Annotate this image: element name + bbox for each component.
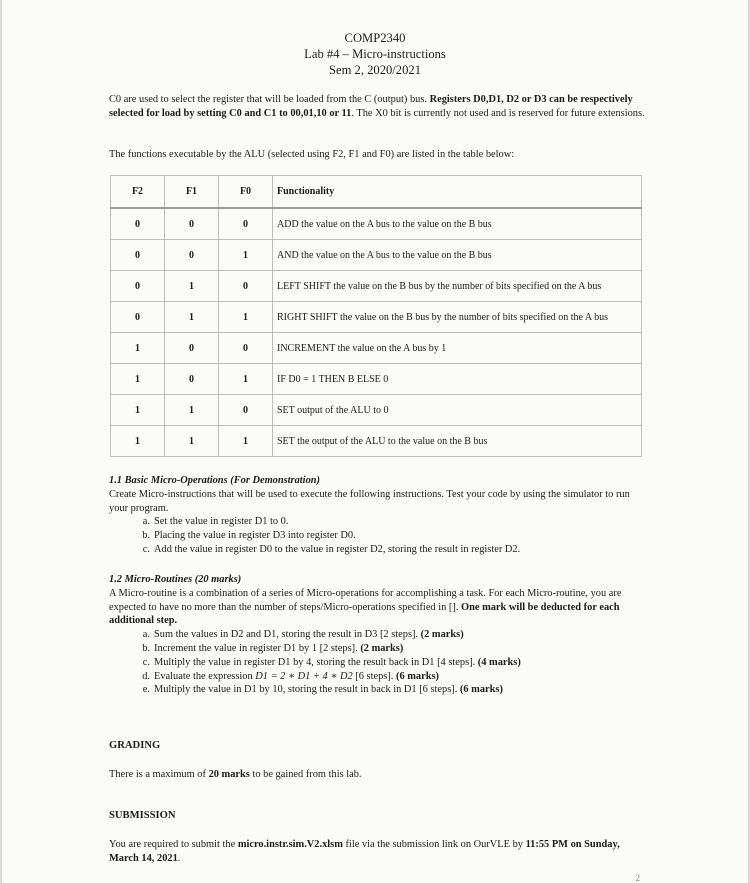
- cell-f1: 1: [165, 426, 219, 457]
- table-header-row: [111, 176, 642, 209]
- marks-label: (2 marks): [360, 642, 404, 654]
- intro-text-bold: Registers D0,D1, D2 or D3 can be respectively selected for load by setting C0 and C1 to 00,01,10 or 11: [109, 94, 633, 119]
- list-marker: a.: [142, 516, 150, 528]
- col-header-f0: F0: [219, 176, 273, 209]
- list-item: [142, 656, 645, 670]
- list-item: [142, 642, 645, 656]
- cell-f2: 0: [111, 302, 165, 333]
- table-row: [111, 364, 642, 395]
- intro-text-3: . The X0 bit is currently not used and is reserved for future extensions.: [351, 107, 645, 119]
- table-row: [111, 333, 642, 364]
- cell-functionality: INCREMENT the value on the A bus by 1: [273, 333, 642, 364]
- section-1-2-list: [109, 628, 645, 697]
- table-row: [111, 271, 642, 302]
- section-1-1-title: 1.1 Basic Micro-Operations (For Demonstration): [109, 475, 321, 486]
- submission-text: [109, 838, 645, 866]
- grading-post: to be gained from this lab.: [249, 769, 362, 780]
- list-marker: d.: [142, 670, 150, 682]
- cell-f0: 0: [219, 395, 273, 426]
- list-marker: b.: [142, 530, 150, 542]
- list-item: [142, 628, 645, 642]
- list-item-text: Add the value in register D0 to the value in register D2, storing the result in register D2.: [154, 543, 521, 555]
- cell-f0: 0: [219, 271, 273, 302]
- list-item: [142, 543, 645, 557]
- section-1-2-title: 1.2 Micro-Routines (20 marks): [109, 574, 242, 585]
- document-header: [0, 30, 750, 78]
- list-item-text-pre: Evaluate the expression: [154, 670, 256, 682]
- cell-functionality: SET the output of the ALU to the value on the B bus: [273, 426, 642, 457]
- cell-functionality: IF D0 = 1 THEN B ELSE 0: [273, 364, 642, 395]
- intro-text-1: C0 are used to select the register that will be loaded from the C (output) bus.: [109, 94, 430, 105]
- grading-heading: GRADING: [109, 740, 161, 751]
- list-item: [142, 529, 645, 543]
- cell-f0: 0: [219, 208, 273, 240]
- intro-paragraph: [109, 93, 645, 121]
- marks-label: (2 marks): [420, 629, 464, 641]
- cell-f1: 0: [165, 208, 219, 240]
- cell-f0: 0: [219, 333, 273, 364]
- cell-functionality: SET output of the ALU to 0: [273, 395, 642, 426]
- cell-f1: 1: [165, 395, 219, 426]
- section-1-1: [109, 474, 645, 557]
- alu-intro: The functions executable by the ALU (selected using F2, F1 and F0) are listed in the table below:: [109, 149, 515, 160]
- cell-functionality: LEFT SHIFT the value on the B bus by the number of bits specified on the A bus: [273, 271, 642, 302]
- table-row: [111, 426, 642, 457]
- page-edge-left: [0, 0, 2, 883]
- list-item: [142, 683, 645, 697]
- section-1-1-list: [109, 515, 645, 556]
- cell-f0: 1: [219, 364, 273, 395]
- cell-functionality: ADD the value on the A bus to the value on the B bus: [273, 208, 642, 240]
- cell-f1: 0: [165, 240, 219, 271]
- list-marker: c.: [142, 543, 150, 555]
- cell-f2: 1: [111, 333, 165, 364]
- cell-functionality: AND the value on the A bus to the value on the B bus: [273, 240, 642, 271]
- list-marker: b.: [142, 642, 150, 654]
- section-1-2-body-text: A Micro-routine is a combination of a series of Micro-operations for accomplishing a task. For each Micro-routine, you are expected to have no more than the number of steps/Micro-operations specified in [].: [109, 587, 622, 613]
- cell-f2: 0: [111, 208, 165, 240]
- cell-f2: 1: [111, 364, 165, 395]
- list-item-text: Increment the value in register D1 by 1 [2 steps].: [154, 642, 361, 654]
- table-row: [111, 208, 642, 240]
- submission-post: .: [177, 852, 181, 864]
- cell-f2: 0: [111, 240, 165, 271]
- col-header-functionality: Functionality: [273, 176, 642, 209]
- table-row: [111, 302, 642, 333]
- list-item: [142, 515, 645, 529]
- cell-f0: 1: [219, 426, 273, 457]
- list-marker: a.: [142, 629, 150, 641]
- cell-f1: 0: [165, 364, 219, 395]
- table-row: [111, 240, 642, 271]
- cell-f1: 0: [165, 333, 219, 364]
- table-row: [111, 395, 642, 426]
- grading-pre: There is a maximum of: [109, 769, 209, 780]
- cell-f2: 1: [111, 395, 165, 426]
- course-code: COMP2340: [344, 31, 406, 45]
- section-1-2: [109, 573, 645, 697]
- cell-f2: 1: [111, 426, 165, 457]
- list-marker: c.: [142, 656, 150, 668]
- submission-heading: SUBMISSION: [109, 810, 176, 821]
- section-1-2-body-bold: One mark will be deducted for each additional step.: [109, 601, 620, 627]
- list-item-text: Sum the values in D2 and D1, storing the result in D3 [2 steps].: [154, 629, 421, 641]
- grading-text: [109, 768, 645, 782]
- cell-f2: 0: [111, 271, 165, 302]
- math-expression: D1 = 2 ∗ D1 + 4 ∗ D2: [255, 670, 353, 682]
- section-1-1-body: Create Micro-instructions that will be used to execute the following instructions. Test your code by using the simulator to run your program.: [109, 488, 630, 514]
- cell-f1: 1: [165, 302, 219, 333]
- list-item-text: Placing the value in register D3 into register D0.: [154, 530, 356, 542]
- page-number: 2: [635, 873, 640, 883]
- list-item-text: Multiply the value in D1 by 10, storing the result in back in D1 [6 steps].: [154, 684, 460, 696]
- col-header-f1: F1: [165, 176, 219, 209]
- submission-mid: file via the submission link on OurVLE by: [342, 839, 526, 850]
- cell-f0: 1: [219, 302, 273, 333]
- marks-label: (6 marks): [459, 684, 503, 696]
- grading-marks: 20 marks: [208, 769, 250, 780]
- submission-pre: You are required to submit the: [109, 839, 238, 850]
- semester: Sem 2, 2020/2021: [328, 63, 421, 77]
- cell-f0: 1: [219, 240, 273, 271]
- col-header-f2: F2: [111, 176, 165, 209]
- cell-functionality: RIGHT SHIFT the value on the B bus by the number of bits specified on the A bus: [273, 302, 642, 333]
- section-1-2-body: [109, 587, 645, 628]
- submission-file: micro.instr.sim.V2.xlsm: [237, 839, 343, 850]
- lab-title: Lab #4 – Micro-instructions: [304, 47, 446, 61]
- list-item: [142, 670, 645, 684]
- list-item-text: Multiply the value in register D1 by 4, storing the result back in D1 [4 steps].: [154, 656, 478, 668]
- submission-deadline: 11:55 PM on Sunday, March 14, 2021: [109, 839, 620, 864]
- list-marker: e.: [142, 684, 150, 696]
- cell-f1: 1: [165, 271, 219, 302]
- marks-label: (6 marks): [396, 670, 439, 682]
- marks-label: (4 marks): [477, 656, 521, 668]
- list-item-text: Set the value in register D1 to 0.: [154, 516, 289, 528]
- alu-function-table: [110, 175, 642, 457]
- list-item-text: [6 steps].: [352, 670, 396, 682]
